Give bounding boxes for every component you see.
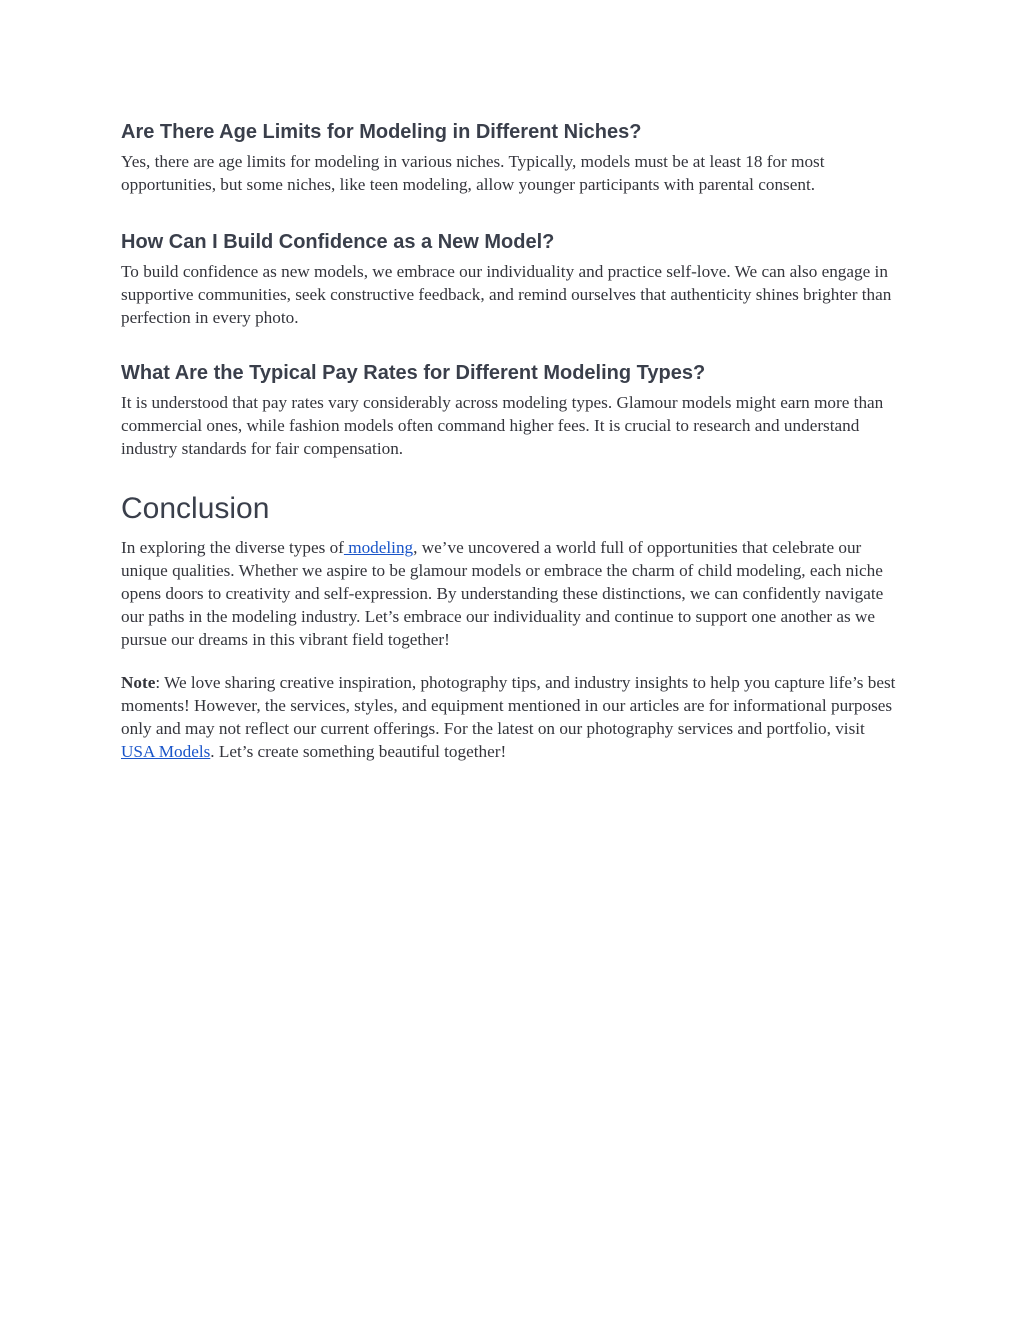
- conclusion-section: [121, 490, 903, 651]
- note-text-before-link: : We love sharing creative inspiration, photography tips, and industry insights to help you capture life’s best moments! However, the services, styles, and equipment mentioned in our articles are for informational purposes only and may not reflect our current offerings. For the latest on our photography services and portfolio, visit: [121, 673, 896, 738]
- section-heading: What Are the Typical Pay Rates for Different Modeling Types?: [121, 362, 706, 384]
- section-body: Yes, there are age limits for modeling in various niches. Typically, models must be at least 18 for most opportunities, but some niches, like teen modeling, allow younger participants with parental consent.: [121, 152, 825, 194]
- faq-section-pay-rates: [121, 359, 903, 460]
- faq-section-confidence: [121, 228, 903, 329]
- modeling-link[interactable]: modeling: [343, 538, 414, 557]
- conclusion-text-after-link: , we’ve uncovered a world full of opportunities that celebrate our unique qualities. Whether we aspire to be glamour models or embrace the charm of child modeling, each niche opens doors to creativity and self-expression. By understanding these distinctions, we can confidently navigate our paths in the modeling industry. Let’s embrace our individuality and continue to support one another as we pursue our dreams in this vibrant field together!: [121, 538, 884, 649]
- section-body: To build confidence as new models, we embrace our individuality and practice self-love. We can also engage in supportive communities, seek constructive feedback, and remind ourselves that authenticity shines brighter than perfection in every photo.: [121, 262, 892, 327]
- note-section: [121, 671, 903, 763]
- section-body: It is understood that pay rates vary considerably across modeling types. Glamour models might earn more than commercial ones, while fashion models often command higher fees. It is crucial to research and understand industry standards for fair compensation.: [121, 393, 884, 458]
- faq-section-age-limits: [121, 118, 903, 196]
- document-page: [121, 118, 903, 763]
- note-body: [121, 671, 903, 763]
- conclusion-text-before-link: In exploring the diverse types of: [121, 538, 344, 557]
- usa-models-link[interactable]: USA Models: [121, 742, 211, 761]
- note-label: Note: [121, 673, 156, 692]
- section-heading: How Can I Build Confidence as a New Model?: [121, 231, 555, 253]
- conclusion-body: [121, 536, 903, 651]
- conclusion-heading: Conclusion: [121, 492, 270, 525]
- section-heading: Are There Age Limits for Modeling in Different Niches?: [121, 121, 642, 143]
- note-text-after-link: . Let’s create something beautiful together!: [210, 742, 507, 761]
